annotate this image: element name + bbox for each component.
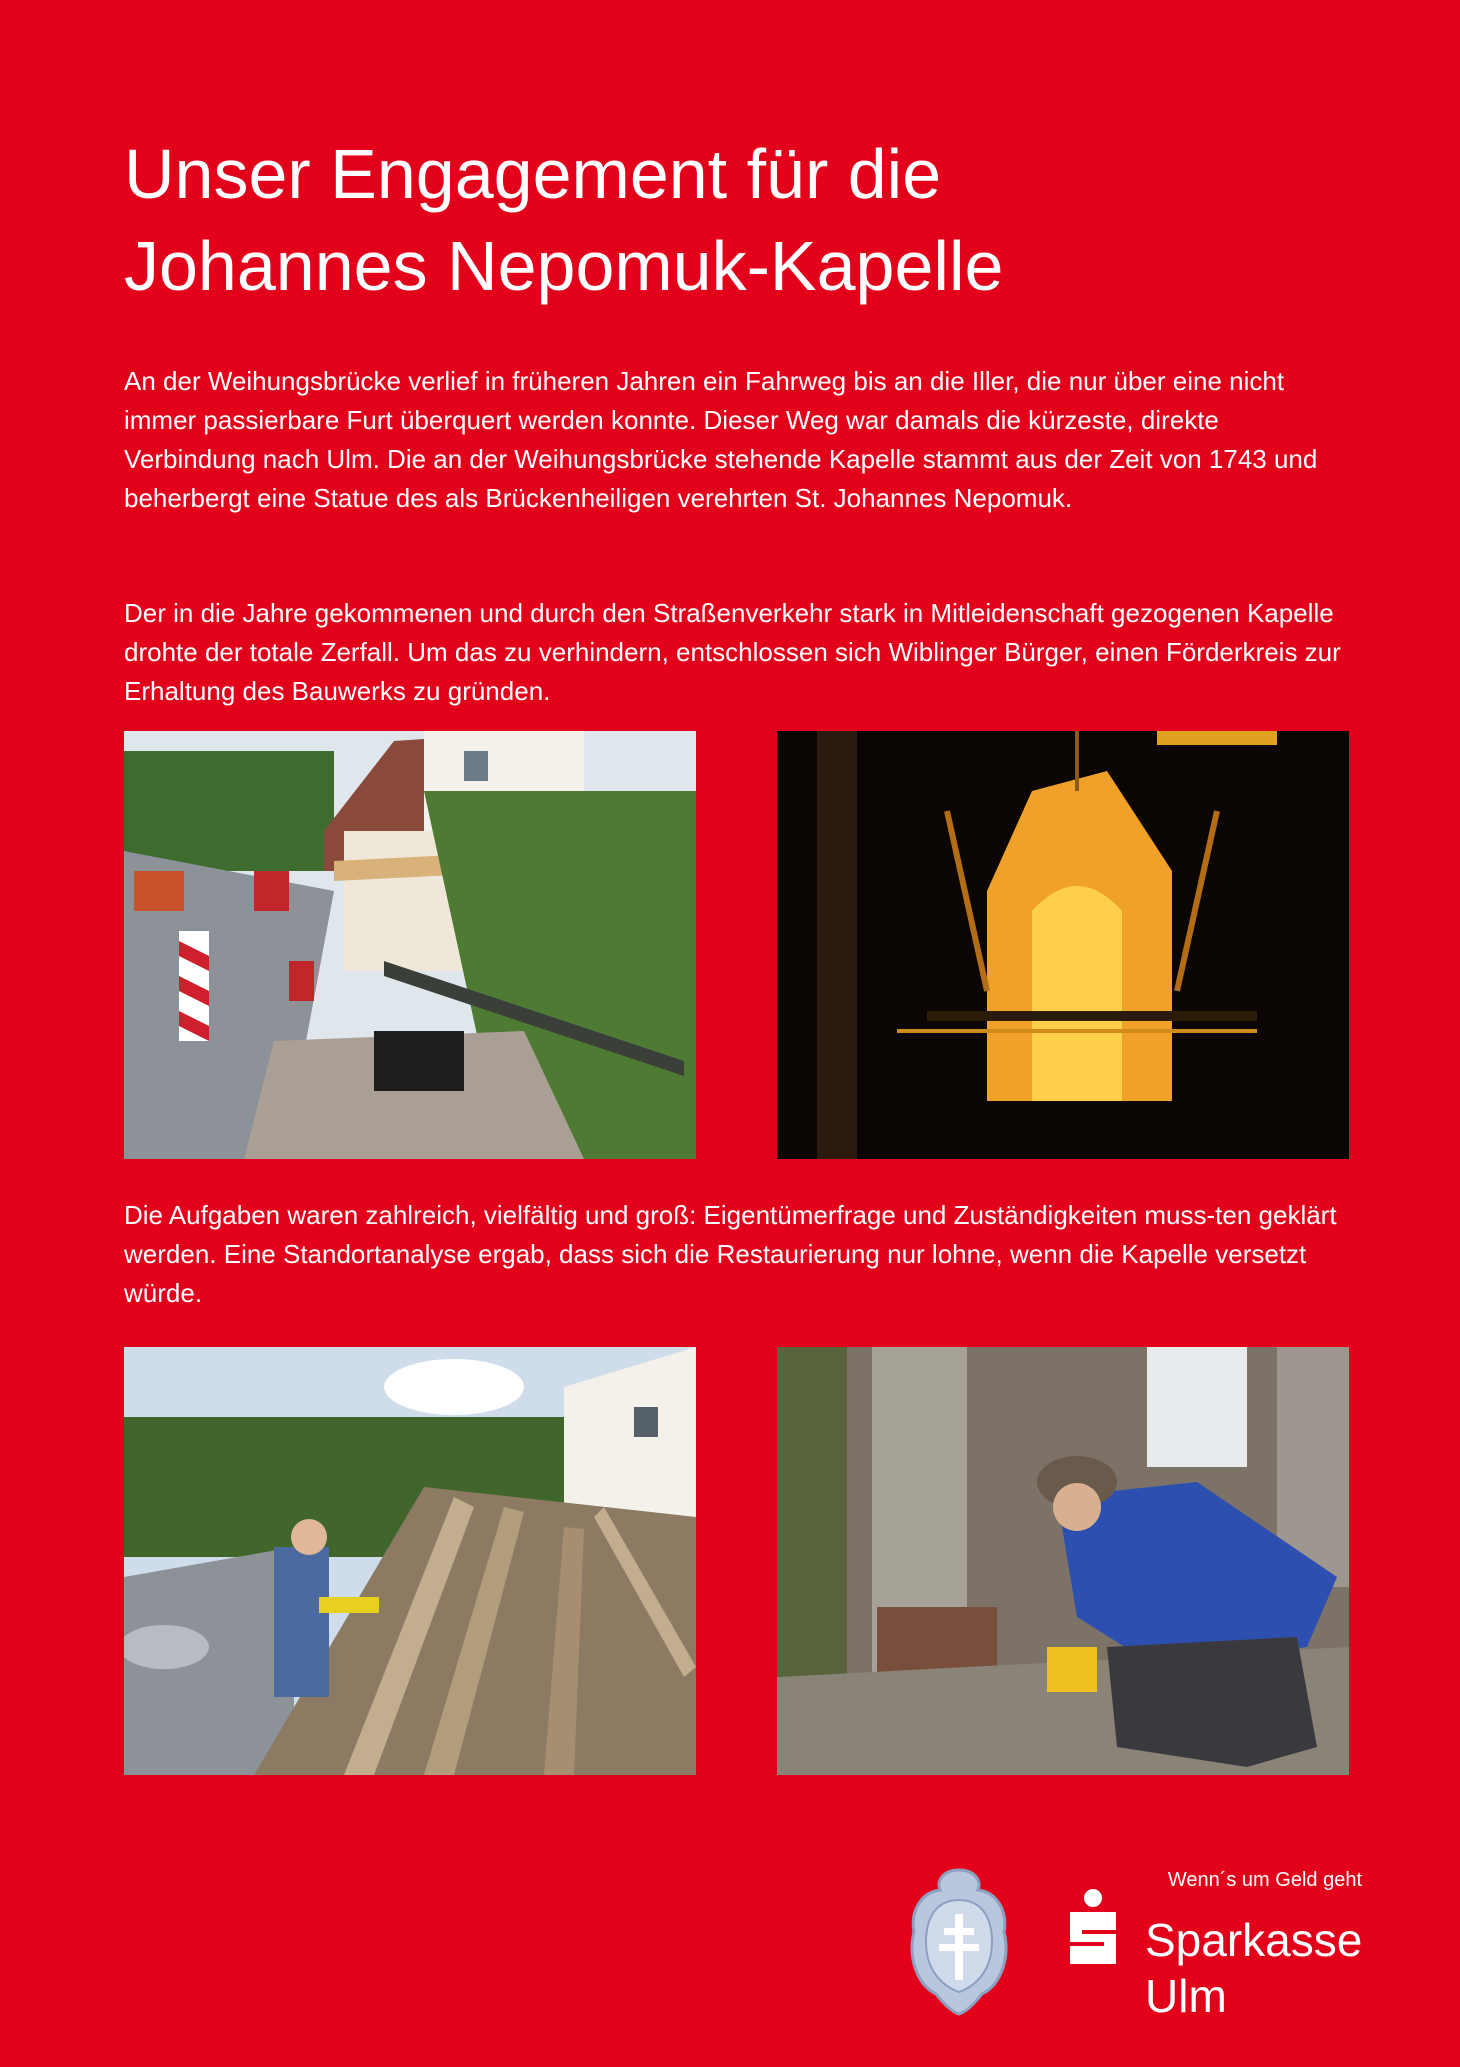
sparkasse-tagline: Wenn´s um Geld geht: [1167, 1869, 1362, 1891]
coat-of-arms-logo: [904, 1866, 1014, 2016]
photo-column-restoration: [777, 1347, 1349, 1775]
brand-line-2: Ulm: [1145, 1970, 1227, 2022]
photo-chapel-roadside: [124, 731, 696, 1159]
title-line-2: Johannes Nepomuk-Kapelle: [124, 227, 1004, 305]
paragraph-tasks: Die Aufgaben waren zahlreich, vielfältig und groß: Eigentümerfrage und Zuständigkeiten muss-ten geklärt werden. Eine Standortanalyse ergab, dass sich die Restaurierung nur lohne, wenn die Kapelle versetzt würde.: [124, 1200, 1337, 1308]
photo-chapel-night-lift: [777, 731, 1349, 1159]
photo-roof-timbers: [124, 1347, 696, 1775]
title-line-1: Unser Engagement für die: [124, 135, 942, 213]
brand-line-1: Sparkasse: [1145, 1914, 1363, 1966]
page-title: [124, 128, 1344, 312]
sparkasse-brand: [1145, 1912, 1362, 2024]
paragraph-history: An der Weihungsbrücke verlief in früheren Jahren ein Fahrweg bis an die Iller, die nur über eine nicht immer passierbare Furt überquert werden konnte. Dieser Weg war damals die kürzeste, direkte Verbindung nach Ulm. Die an der Weihungsbrücke stehende Kapelle stammt aus der Zeit von 1743 und beherbergt eine Statue des als Brückenheiligen verehrten St. Johannes Nepomuk.: [124, 366, 1318, 513]
sparkasse-s-logo: [1064, 1888, 1122, 1970]
paragraph-foerderkreis: Der in die Jahre gekommenen und durch den Straßenverkehr stark in Mitleidenschaft gezogenen Kapelle drohte der totale Zerfall. Um das zu verhindern, entschlossen sich Wiblinger Bürger, einen Förderkreis zur Erhaltung des Bauwerks zu gründen.: [124, 598, 1341, 706]
